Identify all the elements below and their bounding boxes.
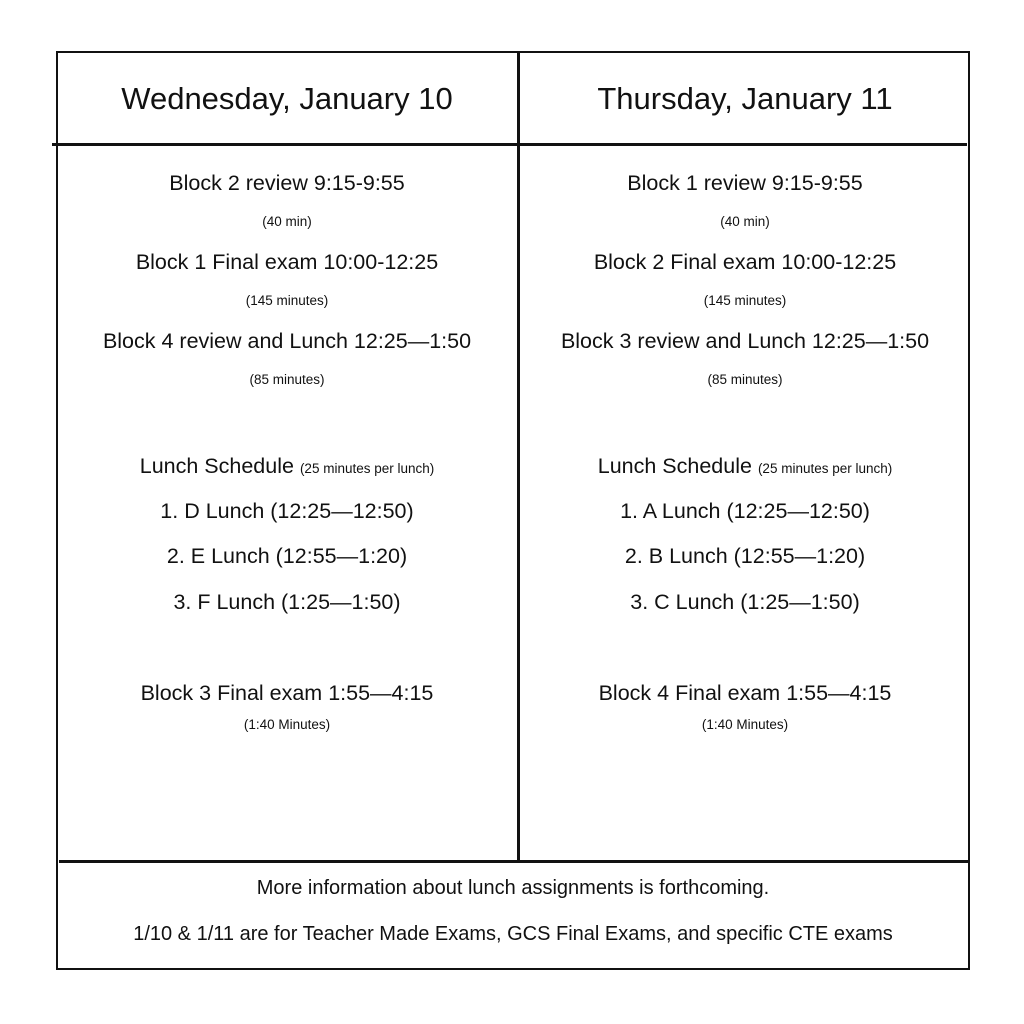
- thursday-review-lunch-duration: (85 minutes): [707, 372, 783, 387]
- wednesday-heading: Wednesday, January 10: [121, 81, 453, 116]
- thursday-heading: Thursday, January 11: [597, 81, 893, 116]
- thursday-block-review: Block 1 review 9:15-9:55: [627, 171, 863, 195]
- thursday-final-exam-1: Block 2 Final exam 10:00-12:25: [593, 250, 897, 274]
- footer-exam-info: 1/10 & 1/11 are for Teacher Made Exams, GCS Final Exams, and specific CTE exams: [133, 923, 893, 945]
- thursday-final-exam-2-duration: (1:40 Minutes): [701, 717, 789, 732]
- wednesday-block-review-duration: (40 min): [262, 214, 312, 229]
- wednesday-review-lunch: Block 4 review and Lunch 12:25—1:50: [102, 329, 472, 353]
- thursday-lunch-schedule: [520, 454, 970, 479]
- wednesday-lunch-item: 1. D Lunch (12:25—12:50): [160, 499, 414, 523]
- thursday-block-review-duration: (40 min): [720, 214, 770, 229]
- thursday-column: [520, 51, 970, 861]
- footer-lunch-info: More information about lunch assignments is forthcoming.: [256, 877, 770, 899]
- thursday-lunch-item: 3. C Lunch (1:25—1:50): [630, 590, 860, 614]
- thursday-lunch-schedule-label: Lunch Schedule: [597, 454, 752, 478]
- thursday-lunch-item: 2. B Lunch (12:55—1:20): [624, 544, 866, 568]
- thursday-final-exam-2: Block 4 Final exam 1:55—4:15: [598, 681, 892, 705]
- wednesday-column: [56, 51, 518, 861]
- wednesday-lunch-item: 2. E Lunch (12:55—1:20): [166, 544, 408, 568]
- wednesday-lunch-schedule-label: Lunch Schedule: [139, 454, 294, 478]
- wednesday-final-exam-2: Block 3 Final exam 1:55—4:15: [140, 681, 434, 705]
- wednesday-final-exam-2-duration: (1:40 Minutes): [243, 717, 331, 732]
- wednesday-review-lunch-duration: (85 minutes): [249, 372, 325, 387]
- wednesday-block-review: Block 2 review 9:15-9:55: [169, 171, 405, 195]
- thursday-lunch-item: 1. A Lunch (12:25—12:50): [620, 499, 870, 523]
- wednesday-lunch-schedule-note: (25 minutes per lunch): [299, 461, 435, 476]
- wednesday-final-exam-1: Block 1 Final exam 10:00-12:25: [135, 250, 439, 274]
- thursday-lunch-schedule-note: (25 minutes per lunch): [757, 461, 893, 476]
- thursday-review-lunch: Block 3 review and Lunch 12:25—1:50: [560, 329, 930, 353]
- wednesday-lunch-schedule: [56, 454, 518, 479]
- thursday-final-exam-1-duration: (145 minutes): [703, 293, 787, 308]
- wednesday-final-exam-1-duration: (145 minutes): [245, 293, 329, 308]
- wednesday-lunch-item: 3. F Lunch (1:25—1:50): [173, 590, 401, 614]
